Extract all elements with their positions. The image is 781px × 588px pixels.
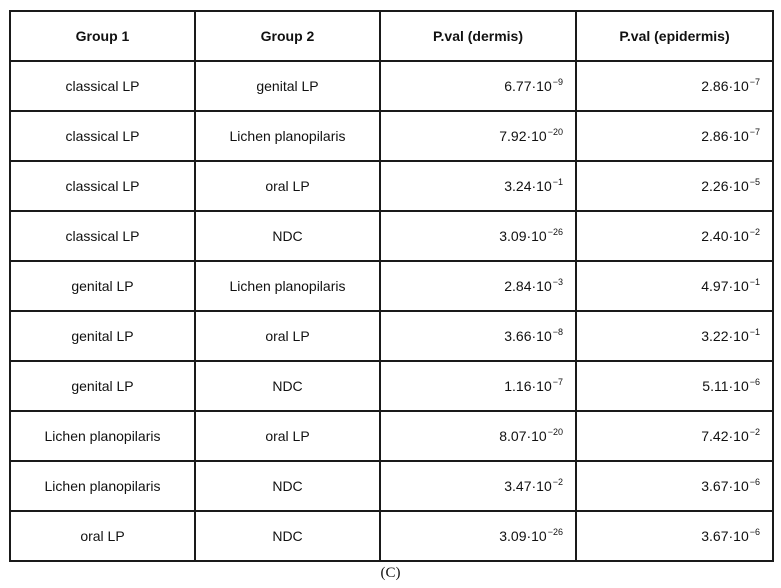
pval-exponent: −1 xyxy=(552,177,563,187)
pval-exponent: −7 xyxy=(749,127,760,137)
cell-pval-epidermis xyxy=(576,61,773,111)
pval-base: ·10 xyxy=(526,128,547,144)
cell-pval-epidermis xyxy=(576,111,773,161)
pval-exponent: −7 xyxy=(749,77,760,87)
pval-mantissa: 6.77 xyxy=(504,78,532,94)
table-body xyxy=(10,61,773,561)
pval-base: ·10 xyxy=(728,528,749,544)
cell-group-1: oral LP xyxy=(10,511,195,561)
table-row xyxy=(10,61,773,111)
header-group-1: Group 1 xyxy=(10,11,195,61)
cell-group-2: NDC xyxy=(195,211,380,261)
pval-base: ·10 xyxy=(728,228,749,244)
pval-base: ·10 xyxy=(728,128,749,144)
cell-group-1: genital LP xyxy=(10,311,195,361)
pval-exponent: −2 xyxy=(552,477,563,487)
cell-pval-dermis xyxy=(380,361,576,411)
pval-mantissa: 7.92 xyxy=(499,128,527,144)
pval-base: ·10 xyxy=(531,328,552,344)
pval-mantissa: 3.67 xyxy=(701,528,729,544)
pval-exponent: −20 xyxy=(547,127,563,137)
header-pval-dermis: P.val (dermis) xyxy=(380,11,576,61)
pval-base: ·10 xyxy=(728,278,749,294)
table-header-row xyxy=(10,11,773,61)
cell-group-2: Lichen planopilaris xyxy=(195,261,380,311)
pval-base: ·10 xyxy=(728,478,749,494)
cell-group-2: Lichen planopilaris xyxy=(195,111,380,161)
pval-exponent: −6 xyxy=(749,527,760,537)
cell-group-2: genital LP xyxy=(195,61,380,111)
pval-exponent: −26 xyxy=(547,227,563,237)
cell-pval-dermis xyxy=(380,61,576,111)
cell-group-1: Lichen planopilaris xyxy=(10,461,195,511)
pval-exponent: −5 xyxy=(749,177,760,187)
pval-exponent: −6 xyxy=(749,477,760,487)
cell-group-1: classical LP xyxy=(10,111,195,161)
pval-base: ·10 xyxy=(728,378,749,394)
table-row xyxy=(10,511,773,561)
pval-mantissa: 2.86 xyxy=(701,78,729,94)
table-row xyxy=(10,261,773,311)
pval-mantissa: 3.24 xyxy=(504,178,532,194)
cell-group-2: oral LP xyxy=(195,311,380,361)
pval-base: ·10 xyxy=(526,528,547,544)
cell-pval-dermis xyxy=(380,211,576,261)
cell-group-2: NDC xyxy=(195,511,380,561)
cell-pval-dermis xyxy=(380,261,576,311)
cell-group-1: genital LP xyxy=(10,361,195,411)
cell-group-2: oral LP xyxy=(195,161,380,211)
pval-mantissa: 3.67 xyxy=(701,478,729,494)
cell-pval-epidermis xyxy=(576,461,773,511)
pval-base: ·10 xyxy=(728,78,749,94)
pval-mantissa: 3.09 xyxy=(499,228,527,244)
pval-base: ·10 xyxy=(531,378,552,394)
cell-group-1: Lichen planopilaris xyxy=(10,411,195,461)
pval-exponent: −8 xyxy=(552,327,563,337)
cell-pval-epidermis xyxy=(576,211,773,261)
header-pval-epidermis: P.val (epidermis) xyxy=(576,11,773,61)
pval-exponent: −1 xyxy=(749,327,760,337)
cell-group-2: NDC xyxy=(195,361,380,411)
table-row xyxy=(10,461,773,511)
table-row xyxy=(10,211,773,261)
cell-group-2: oral LP xyxy=(195,411,380,461)
cell-group-1: classical LP xyxy=(10,211,195,261)
pval-exponent: −3 xyxy=(552,277,563,287)
cell-pval-dermis xyxy=(380,111,576,161)
pval-mantissa: 2.86 xyxy=(701,128,729,144)
cell-pval-dermis xyxy=(380,461,576,511)
pval-mantissa: 3.22 xyxy=(701,328,729,344)
pval-mantissa: 1.16 xyxy=(504,378,532,394)
pval-mantissa: 2.84 xyxy=(504,278,532,294)
pval-mantissa: 7.42 xyxy=(701,428,729,444)
table-row xyxy=(10,411,773,461)
table-row xyxy=(10,111,773,161)
pval-mantissa: 5.11 xyxy=(702,378,729,394)
pval-base: ·10 xyxy=(728,428,749,444)
pval-exponent: −9 xyxy=(552,77,563,87)
pval-base: ·10 xyxy=(531,278,552,294)
pval-exponent: −7 xyxy=(552,377,563,387)
pval-exponent: −6 xyxy=(749,377,760,387)
pval-base: ·10 xyxy=(531,478,552,494)
pval-mantissa: 3.66 xyxy=(504,328,532,344)
pval-base: ·10 xyxy=(728,178,749,194)
pval-mantissa: 8.07 xyxy=(499,428,527,444)
pval-exponent: −20 xyxy=(547,427,563,437)
pval-base: ·10 xyxy=(526,228,547,244)
pval-mantissa: 2.26 xyxy=(701,178,729,194)
cell-pval-dermis xyxy=(380,511,576,561)
cell-pval-epidermis xyxy=(576,511,773,561)
pval-mantissa: 3.09 xyxy=(499,528,527,544)
table-row xyxy=(10,161,773,211)
pval-exponent: −2 xyxy=(749,427,760,437)
pval-exponent: −2 xyxy=(749,227,760,237)
figure-caption: (C) xyxy=(380,565,401,581)
cell-group-1: classical LP xyxy=(10,61,195,111)
pval-exponent: −26 xyxy=(547,527,563,537)
cell-pval-epidermis xyxy=(576,361,773,411)
cell-group-2: NDC xyxy=(195,461,380,511)
cell-pval-epidermis xyxy=(576,261,773,311)
pval-base: ·10 xyxy=(728,328,749,344)
pval-mantissa: 3.47 xyxy=(504,478,532,494)
cell-group-1: classical LP xyxy=(10,161,195,211)
pval-mantissa: 2.40 xyxy=(701,228,729,244)
cell-pval-epidermis xyxy=(576,161,773,211)
cell-pval-dermis xyxy=(380,161,576,211)
cell-pval-dermis xyxy=(380,311,576,361)
cell-pval-dermis xyxy=(380,411,576,461)
pval-exponent: −1 xyxy=(749,277,760,287)
cell-group-1: genital LP xyxy=(10,261,195,311)
cell-pval-epidermis xyxy=(576,411,773,461)
pval-base: ·10 xyxy=(531,178,552,194)
table-row xyxy=(10,311,773,361)
header-group-2: Group 2 xyxy=(195,11,380,61)
pval-mantissa: 4.97 xyxy=(701,278,729,294)
table-row xyxy=(10,361,773,411)
pval-base: ·10 xyxy=(526,428,547,444)
pval-base: ·10 xyxy=(531,78,552,94)
cell-pval-epidermis xyxy=(576,311,773,361)
pvalue-table xyxy=(9,10,774,562)
